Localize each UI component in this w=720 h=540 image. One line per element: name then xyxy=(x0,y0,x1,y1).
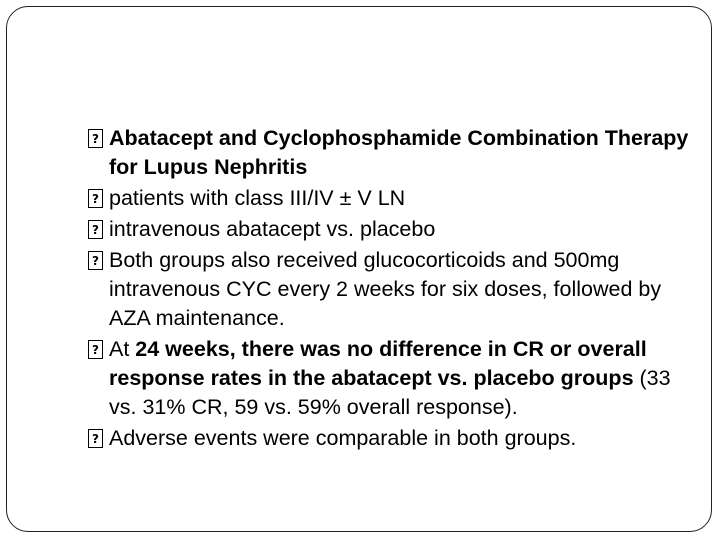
bullet-box-icon xyxy=(88,251,103,270)
bullet-text: patients with class III/IV ± V LN xyxy=(109,186,406,210)
bullet-background-therapy xyxy=(89,246,689,333)
bullet-text: Both groups also received glucocorticoids and 500mg intravenous CYC every 2 weeks for six doses, followed by AZA maintenance. xyxy=(109,248,662,330)
bullet-adverse-events xyxy=(89,424,689,453)
bullet-box-icon xyxy=(88,340,103,359)
bullet-text: intravenous abatacept vs. placebo xyxy=(109,217,436,241)
bullet-text-emphasis: 24 weeks, there was no difference in CR or overall response rates in the abatacept vs. placebo groups xyxy=(109,337,647,390)
bullet-box-icon xyxy=(88,189,103,208)
bullet-box-icon xyxy=(88,220,103,239)
bullet-text: Adverse events were comparable in both groups. xyxy=(109,426,577,450)
bullet-results xyxy=(89,335,689,422)
bullet-text-lead: At xyxy=(109,337,136,361)
bullet-box-icon xyxy=(88,129,103,148)
bullet-box-icon xyxy=(88,429,103,448)
bullet-patients xyxy=(89,184,689,213)
bullet-text: Abatacept and Cyclophosphamide Combination Therapy for Lupus Nephritis xyxy=(109,126,689,179)
bullet-title xyxy=(89,124,689,182)
bullet-text-tail: (33 vs. 31% CR, 59 vs. 59% overall response). xyxy=(109,366,671,419)
slide-frame xyxy=(6,6,712,532)
bullet-treatment xyxy=(89,215,689,244)
bullet-list xyxy=(89,124,689,455)
